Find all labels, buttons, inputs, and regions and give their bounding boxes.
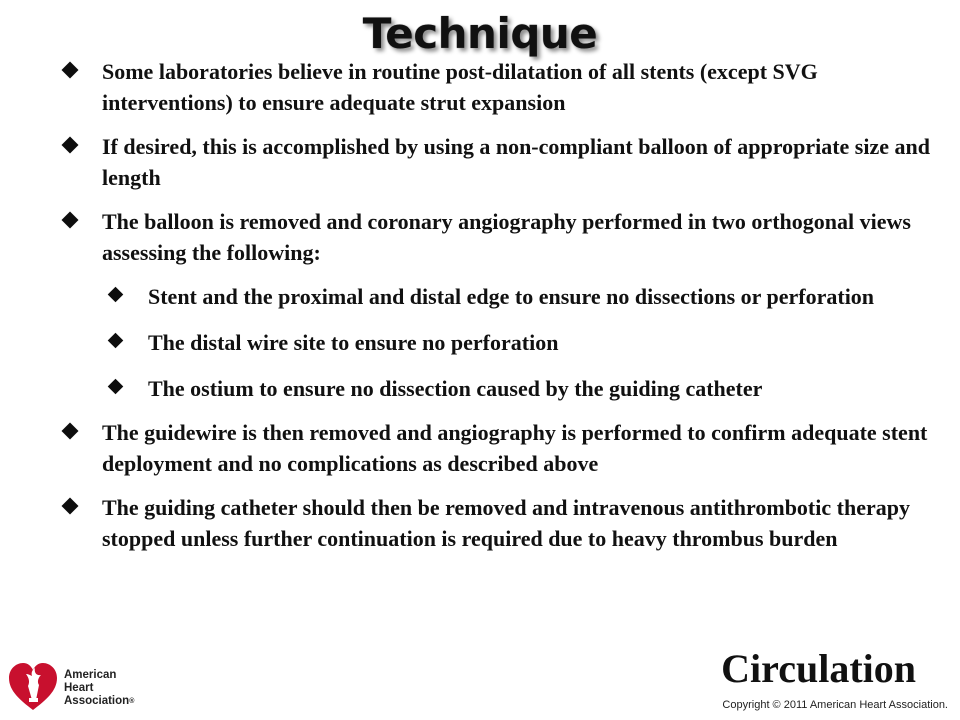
- heart-torch-icon: [6, 660, 60, 714]
- diamond-bullet-icon: [62, 137, 79, 154]
- slide-title: Technique: [362, 9, 598, 58]
- sub-bullet-text: The distal wire site to ensure no perforation: [148, 330, 559, 355]
- bullet-text: If desired, this is accomplished by using a non-compliant balloon of appropriate size and length: [102, 134, 930, 190]
- sub-bullet-text: The ostium to ensure no dissection caused by the guiding catheter: [148, 376, 763, 401]
- bullet-item: [62, 131, 942, 193]
- diamond-bullet-icon: [62, 423, 79, 440]
- bullet-text: The guidewire is then removed and angiography is performed to confirm adequate stent deployment and no complications as described above: [102, 420, 928, 476]
- bullet-item: [62, 492, 942, 554]
- logo-wordmark: [64, 669, 134, 708]
- registered-mark: ®: [129, 698, 135, 705]
- sub-bullet-item: [108, 281, 942, 312]
- diamond-bullet-icon: [62, 212, 79, 229]
- logo-line: Heart: [64, 682, 94, 694]
- copyright-notice: Copyright © 2011 American Heart Association.: [722, 699, 948, 711]
- bullet-item: [62, 417, 942, 479]
- logo-line: [64, 695, 134, 708]
- diamond-bullet-icon: [108, 379, 124, 395]
- diamond-bullet-icon: [62, 62, 79, 79]
- diamond-bullet-icon: [108, 287, 124, 303]
- sub-bullet-item: [108, 327, 942, 358]
- bullet-list: [62, 56, 942, 567]
- diamond-bullet-icon: [108, 333, 124, 349]
- logo-line-text: Association: [64, 695, 130, 707]
- circulation-brand: Circulation: [721, 646, 916, 691]
- bullet-text: The balloon is removed and coronary angiography performed in two orthogonal views assessing the following:: [102, 209, 911, 265]
- bullet-item: [62, 56, 942, 118]
- aha-logo: [6, 660, 156, 716]
- sub-bullet-text: Stent and the proximal and distal edge to ensure no dissections or perforation: [148, 284, 875, 309]
- diamond-bullet-icon: [62, 498, 79, 515]
- logo-line: American: [64, 669, 117, 681]
- bullet-item: [62, 206, 942, 268]
- bullet-text: Some laboratories believe in routine post-dilatation of all stents (except SVG interventions) to ensure adequate strut expansion: [102, 59, 818, 115]
- bullet-text: The guiding catheter should then be removed and intravenous antithrombotic therapy stopped unless further continuation is required due to heavy thrombus burden: [102, 495, 910, 551]
- sub-bullet-item: [108, 373, 942, 404]
